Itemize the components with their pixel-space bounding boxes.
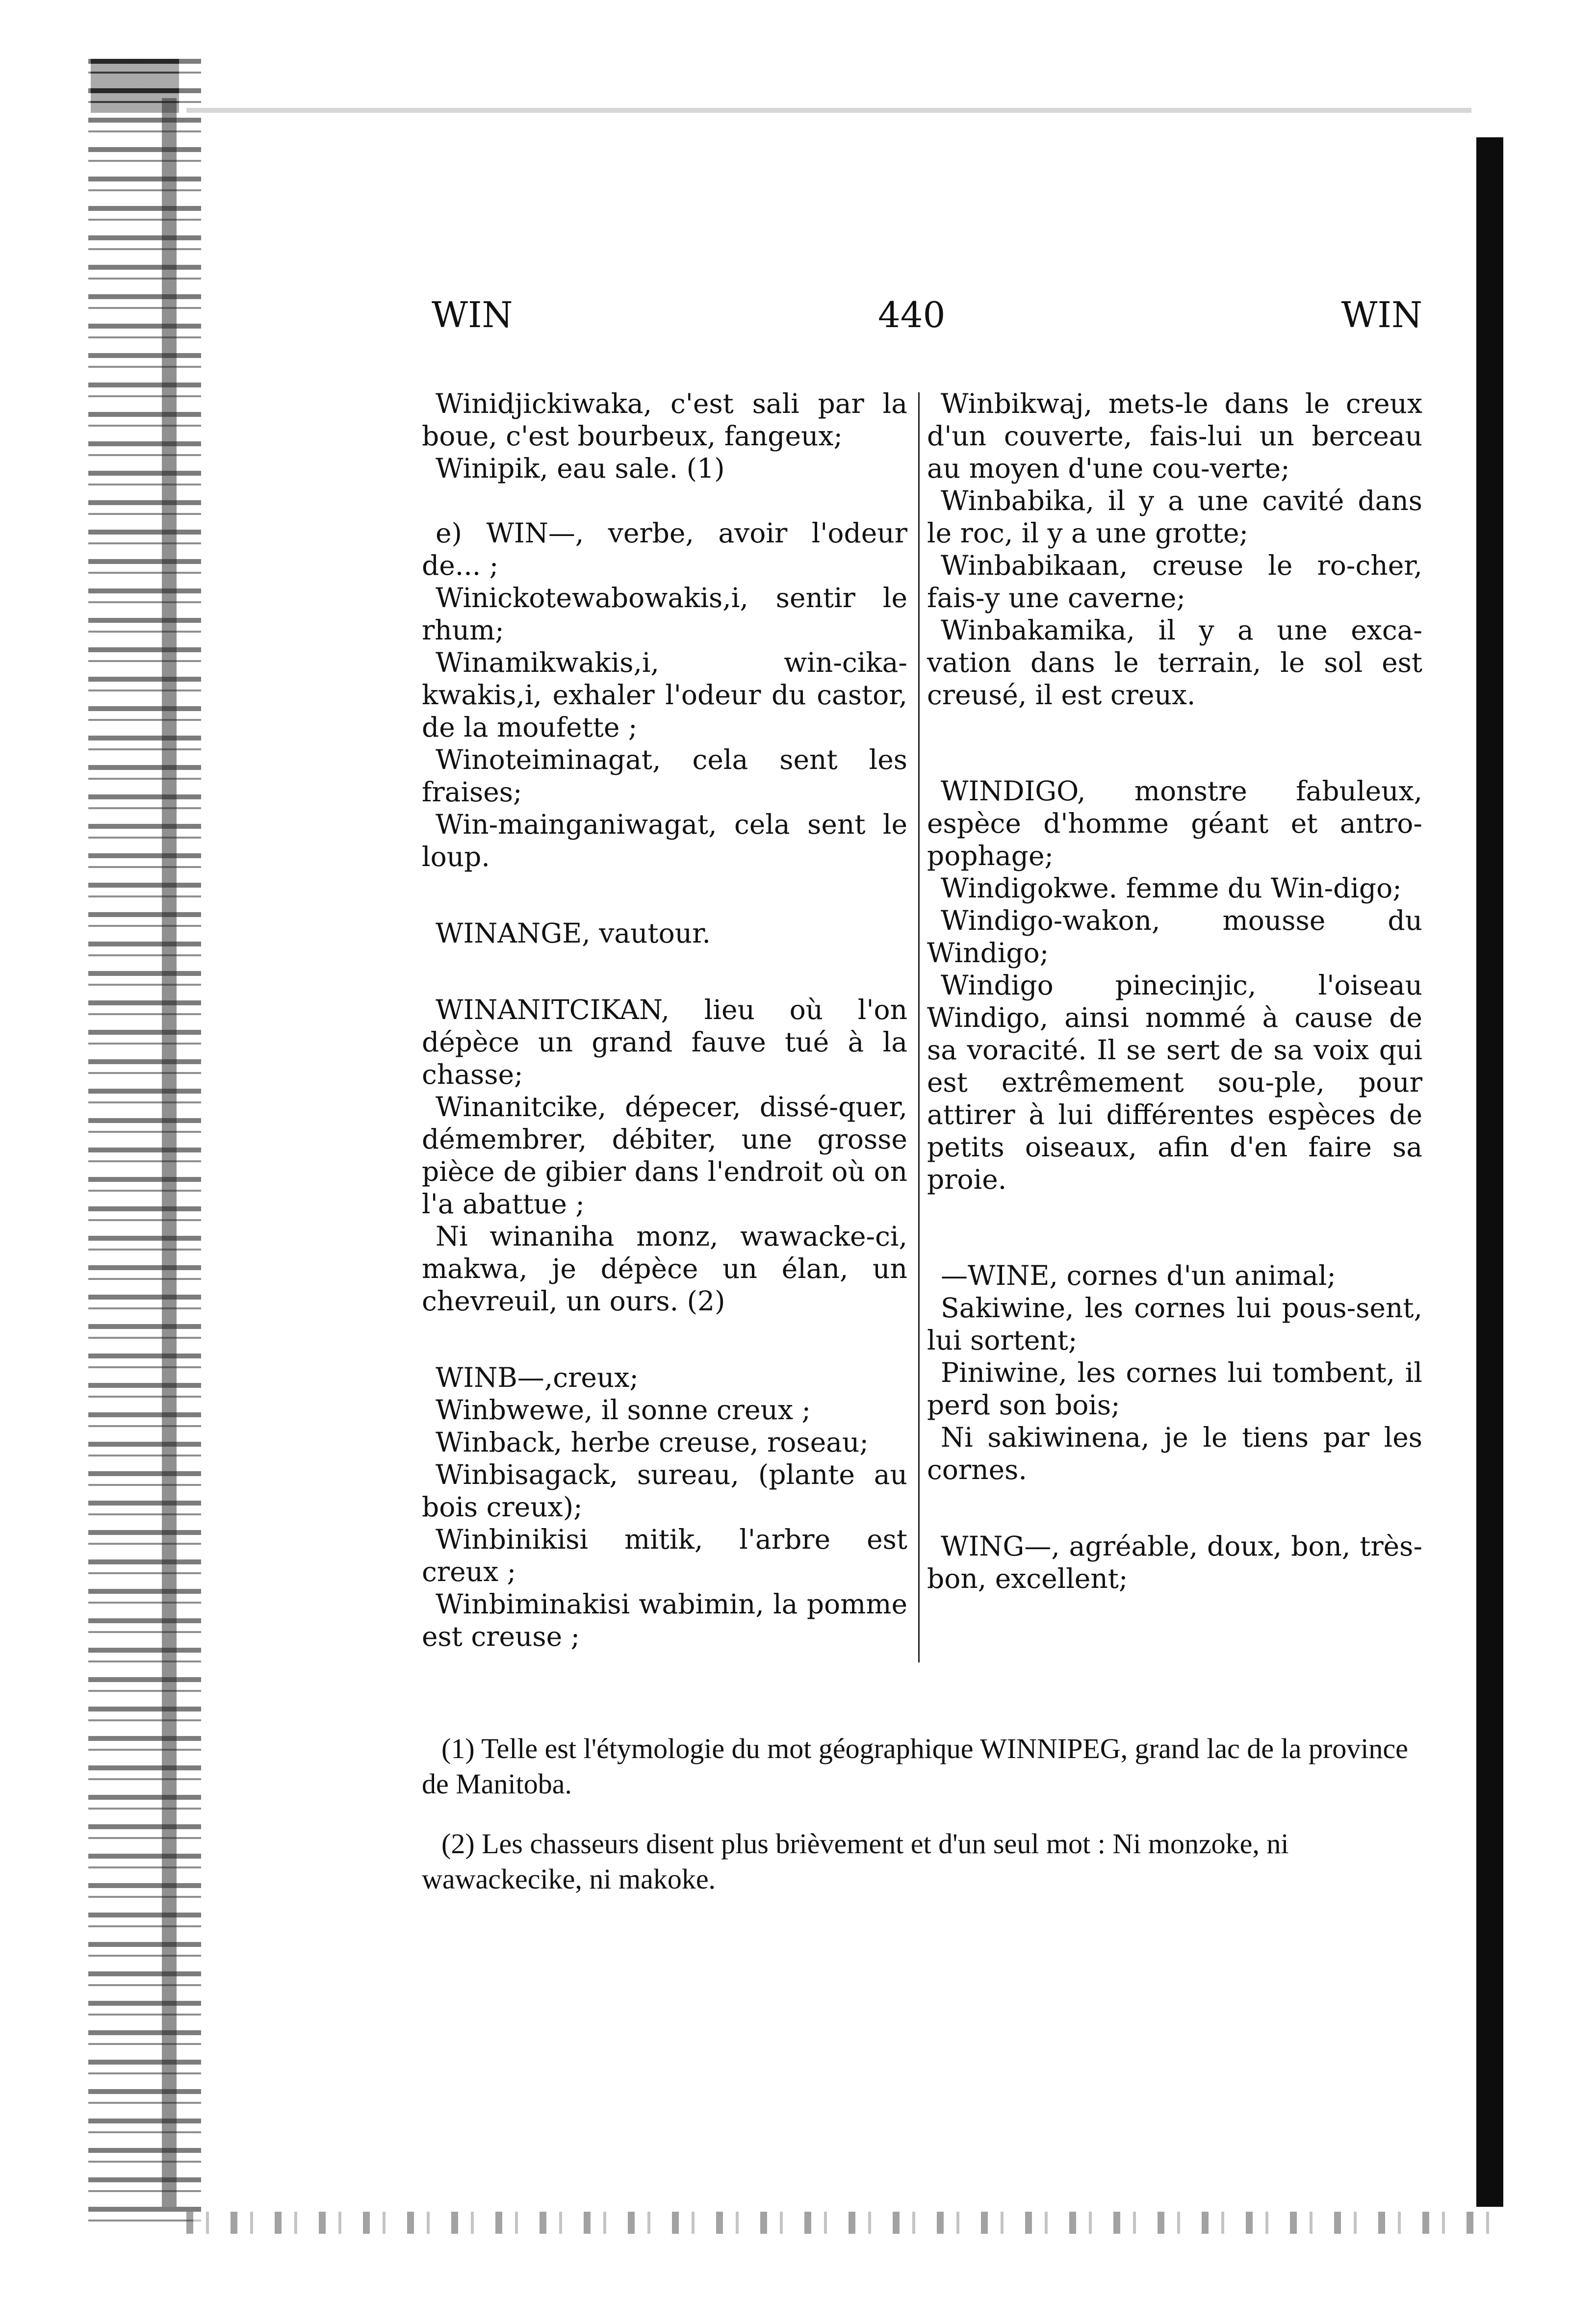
headword-entry: WINANITCIKAN, lieu où l'on dépèce un grand fauve tué à la chasse; [422,994,907,1090]
footnotes [422,1731,1427,1921]
entry: Winback, herbe creuse, roseau; [436,1427,869,1458]
footnote: (2) Les chasseurs disent plus brièvement et d'un seul mot : Ni monzoke, ni wawackecike, ni makoke. [422,1828,1289,1895]
entry: Ni winaniha monz, wawacke-ci, makwa, je dépèce un élan, un chevreuil, un ours. (2) [422,1221,907,1317]
column-divider [918,392,920,1662]
entry: Piniwine, les cornes lui tombent, il perd son bois; [927,1357,1422,1421]
scan-artifact [162,98,177,2207]
entry: Winickotewabowakis,i, sentir le rhum; [422,582,907,646]
right-column [927,387,1422,1595]
entry: Winamikwakis,i, win-cika-kwakis,i, exhaler l'odeur du castor, de la moufette ; [422,647,907,743]
page-number: 440 [878,294,946,335]
entry: Windigokwe. femme du Win-digo; [941,872,1402,904]
entry: Sakiwine, les cornes lui pous-sent, lui sortent; [927,1292,1422,1356]
entry: Winanitcike, dépecer, dissé-quer, démembrer, débiter, une grosse pièce de gibier dans l'endroit où on l'a abattue ; [422,1091,907,1220]
entry: Ni sakiwinena, je le tiens par les cornes. [927,1422,1422,1485]
running-head [422,294,1422,348]
headword-entry: WING—, agréable, doux, bon, très-bon, excellent; [927,1531,1422,1594]
entry: Windigo-wakon, mousse du Windigo; [927,905,1422,969]
headword-entry: WINANGE, vautour. [436,918,711,949]
entry: Winbabika, il y a une cavité dans le roc, il y a une grotte; [927,485,1422,549]
entry: Winbwewe, il sonne creux ; [436,1394,811,1426]
entry: Winidjickiwaka, c'est sali par la boue, c'est bourbeux, fangeux; [422,388,907,452]
entry: Windigo pinecinjic, l'oiseau Windigo, ainsi nommé à cause de sa voracité. Il se sert de sa voix qui est extrêmement sou-ple, pour attirer à lui différentes espèces de petits oiseaux, afin d'en faire sa proie. [927,970,1422,1195]
headword-entry: WINDIGO, monstre fabuleux, espèce d'homme géant et antro-pophage; [927,775,1422,871]
scan-artifact [186,2212,1491,2234]
entry: Winipik, eau sale. (1) [436,453,725,484]
headword-entry: —WINE, cornes d'un animal; [941,1260,1336,1291]
running-head-right: WIN [1341,294,1422,335]
running-head-left: WIN [432,294,513,335]
entry: Winbabikaan, creuse le ro-cher, fais-y une caverne; [927,550,1422,613]
entry: Winbinikisi mitik, l'arbre est creux ; [422,1524,907,1587]
scan-artifact [186,108,1471,113]
entry: Winbisagack, sureau, (plante au bois creux); [422,1459,907,1523]
scan-artifact [88,59,201,2226]
entry: Winbiminakisi wabimin, la pomme est creuse ; [422,1588,907,1652]
left-column [422,387,907,1653]
entry: Winoteiminagat, cela sent les fraises; [422,744,907,808]
entry: Winbakamika, il y a une exca-vation dans le terrain, le sol est creusé, il est creux. [927,614,1422,711]
scan-artifact [1476,137,1503,2207]
entry: Win-mainganiwagat, cela sent le loup. [422,809,907,872]
entry: e) WIN—, verbe, avoir l'odeur de... ; [422,517,907,581]
headword-entry: WINB—,creux; [436,1362,639,1393]
entry: Winbikwaj, mets-le dans le creux d'un couverte, fais-lui un berceau au moyen d'une cou-verte; [927,388,1422,484]
footnote: (1) Telle est l'étymologie du mot géographique WINNIPEG, grand lac de la province de Manitoba. [422,1733,1408,1800]
